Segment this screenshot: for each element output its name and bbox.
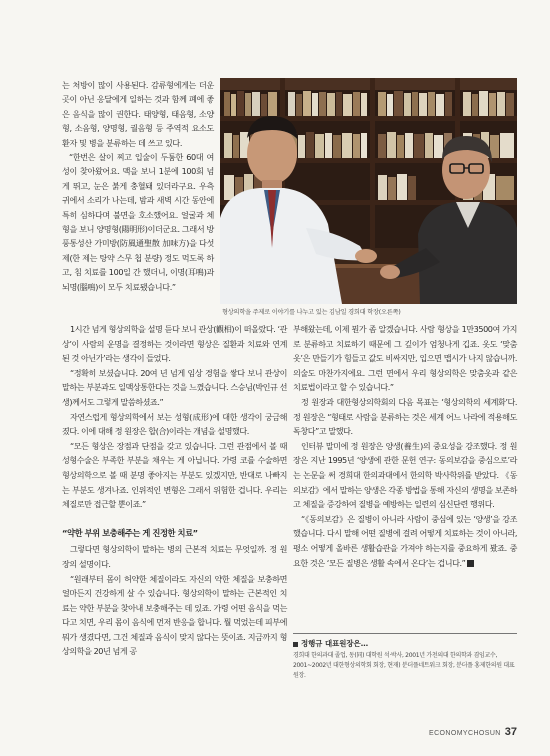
paragraph: “정확히 보셨습니다. 20여 년 넘게 임상 경험을 쌓다 보니 관상이 말하는 부분과도 일맥상통한다는 것을 느꼈습니다. 스승님(박인규 선생)께서도 그렇게 말씀하셨죠.” [62,367,287,407]
interview-photo [220,78,517,304]
paragraph: 자연스럽게 형상의학에서 보는 성형(成形)에 대한 생각이 궁금해졌다. 이에 대해 정 원장은 합(合)이라는 개념을 설명했다. [62,411,287,437]
paragraph: 부해왔는데, 이제 뭔가 좀 알겠습니다. 사람 형상을 1만3500여 가지로 분류하고 치료하기 때문에 그 깊이가 엄청나게 깁죠. 옷도 ‘맞춤옷’은 만들기가 힘들고 값도 비싸지만, 입으면 맵시가 나지 않습니까. 의술도 마찬가지에요. 그런 면에서 우리 형상의학은 맞춤옷과 같은 치료법이라고 할 수 있습니다.” [293,324,517,393]
paragraph [293,512,517,570]
paragraph: 인터뷰 말미에 정 원장은 양생(養生)의 중요성을 강조했다. 정 원장은 지난 1995년 ‘양생에 관한 문헌 연구: 동의보감을 중심으로’라는 논문을 써 경희대 한의과대에서 한의학 박사학위를 받았다. 《동의보감》에서 말하는 양생은 각종 방법을 통해 자신의 생명을 보존하고 체질을 증강하여 질병을 예방하는 일련의 심신단련 행위다. [293,440,517,510]
article-column-top-left [62,78,214,294]
page-number: 37 [504,726,517,738]
author-name [293,638,517,649]
paragraph-text: “《동의보감》은 질병이 아니라 사람이 중심에 있는 ‘양생’을 강조했습니다. 다시 말해 어떤 질병에 걸려 어떻게 치료하는 것이 아니라, 평소 어떻게 올바른 생활습관을 가져야 하는지를 중요하게 봤죠. 중요한 것은 ‘모든 질병은 생활 속에서 온다’는 겁니다.” [293,513,517,568]
section-subheading: “약한 부위 보충해주는 게 진정한 치료” [62,527,198,538]
author-profile-box [293,633,517,681]
paragraph: 1시간 넘게 형상의학을 설명 듣다 보니 관상(觀相)이 떠올랐다. ‘관상’이 사람의 운명을 결정하는 것이라면 형상은 질환과 치료와 연계된 것 아닌가’라는 생각이 들었다. [62,324,287,364]
article-column-lower-right [293,322,517,570]
paragraph: “한번은 살이 찌고 입술이 두툼한 60대 여성이 찾아왔어요. 맥을 보니 1분에 100회 넘게 뛰고, 눈은 붉게 충혈돼 있더라구요. 우측 귀에서 소리가 나는데, 밤과 새벽 시간 동안에 특히 심하다며 불면을 호소했어요. 얼굴과 체형을 보니 양명형(陽明形)이더군요. 그래서 방풍통성산 가미방(防風通聖散 加味方)을 다섯 제(한 제는 탕약 스무 첩 분량) 정도 먹도록 하고, 침 치료를 100일 간 했더니, 이명(耳鳴)과 뇌명(腦鳴)이 모두 치료됐습니다.” [62,152,214,292]
paragraph: 는 처방이 많이 사용된다. 감류형에게는 더운 곳이 아닌 응달에게 일하는 것과 함께 폐에 좋은 음식을 많이 권한다. 태양형, 태음형, 소양형, 소음형, 양명형, 궐음형 등 주역적 요소도 환자 및 병을 분류하는 데 쓰고 있다. [62,80,214,148]
photo-caption: 형상의학을 주제로 이야기를 나누고 있는 김남일 경희대 학장(오른쪽) [222,309,401,316]
author-name-text: 정행규 대표원장은… [301,639,369,648]
paragraph: 정 원장과 대한형상의학회의 다음 목표는 ‘형상의학의 세계화’다. 정 원장은 “형태로 사람을 분류하는 것은 세계 어느 나라에 적용해도 독창다”고 말했다. [293,396,517,437]
paragraph: “모든 형상은 장점과 단점을 갖고 있습니다. 그런 관점에서 볼 때 성형수술은 부족한 부분을 채우는 게 아닙니다. 가령 코를 수술하면 형상의학으로 볼 때 분명 좋아지는 부분도 있겠지만, 반대로 나빠지는 부분도 생겨나죠. 인위적인 변형은 그래서 위험한 겁니다. 우리는 체질로만 접근할 뿐이죠.” [62,440,287,510]
paragraph: “원래부터 몸이 허약한 체질이라도 자신의 약한 체질을 보충하면 얼마든지 건강하게 살 수 있습니다. 형상의학이 말하는 근본적인 치료는 약한 부분을 찾아내 보충해주는 데 있죠. 가령 어떤 음식을 먹는다고 치면, 우리 몸이 음식에 먼저 반응을 합니다. 뭘 먹었는데 피부에 뭐가 생겼다면, 그건 체질과 음식이 맞지 않다는 뜻이죠. 지금까지 형상의학을 20년 넘게 공 [62,573,287,657]
square-bullet-icon [293,642,298,647]
article-column-lower-left [62,322,287,659]
magazine-site-name: ECONOMYCHOSUN [429,730,501,737]
author-description: 경희대 한의과대 졸업, 동(同) 대학원 석·박사, 2001년 가천의대 한의학과 겸임교수, 2001~2002년 대한형상의학회 회장, 현재) 분더플네트워크 회장, 분더플 홍제한의원 대표원장. [293,652,515,679]
paragraph: 그렇다면 형상의학이 말하는 병의 근본적 치료는 무엇일까. 정 원장의 설명이다. [62,544,287,569]
page-footer [429,722,517,740]
end-of-article-icon [467,560,474,567]
